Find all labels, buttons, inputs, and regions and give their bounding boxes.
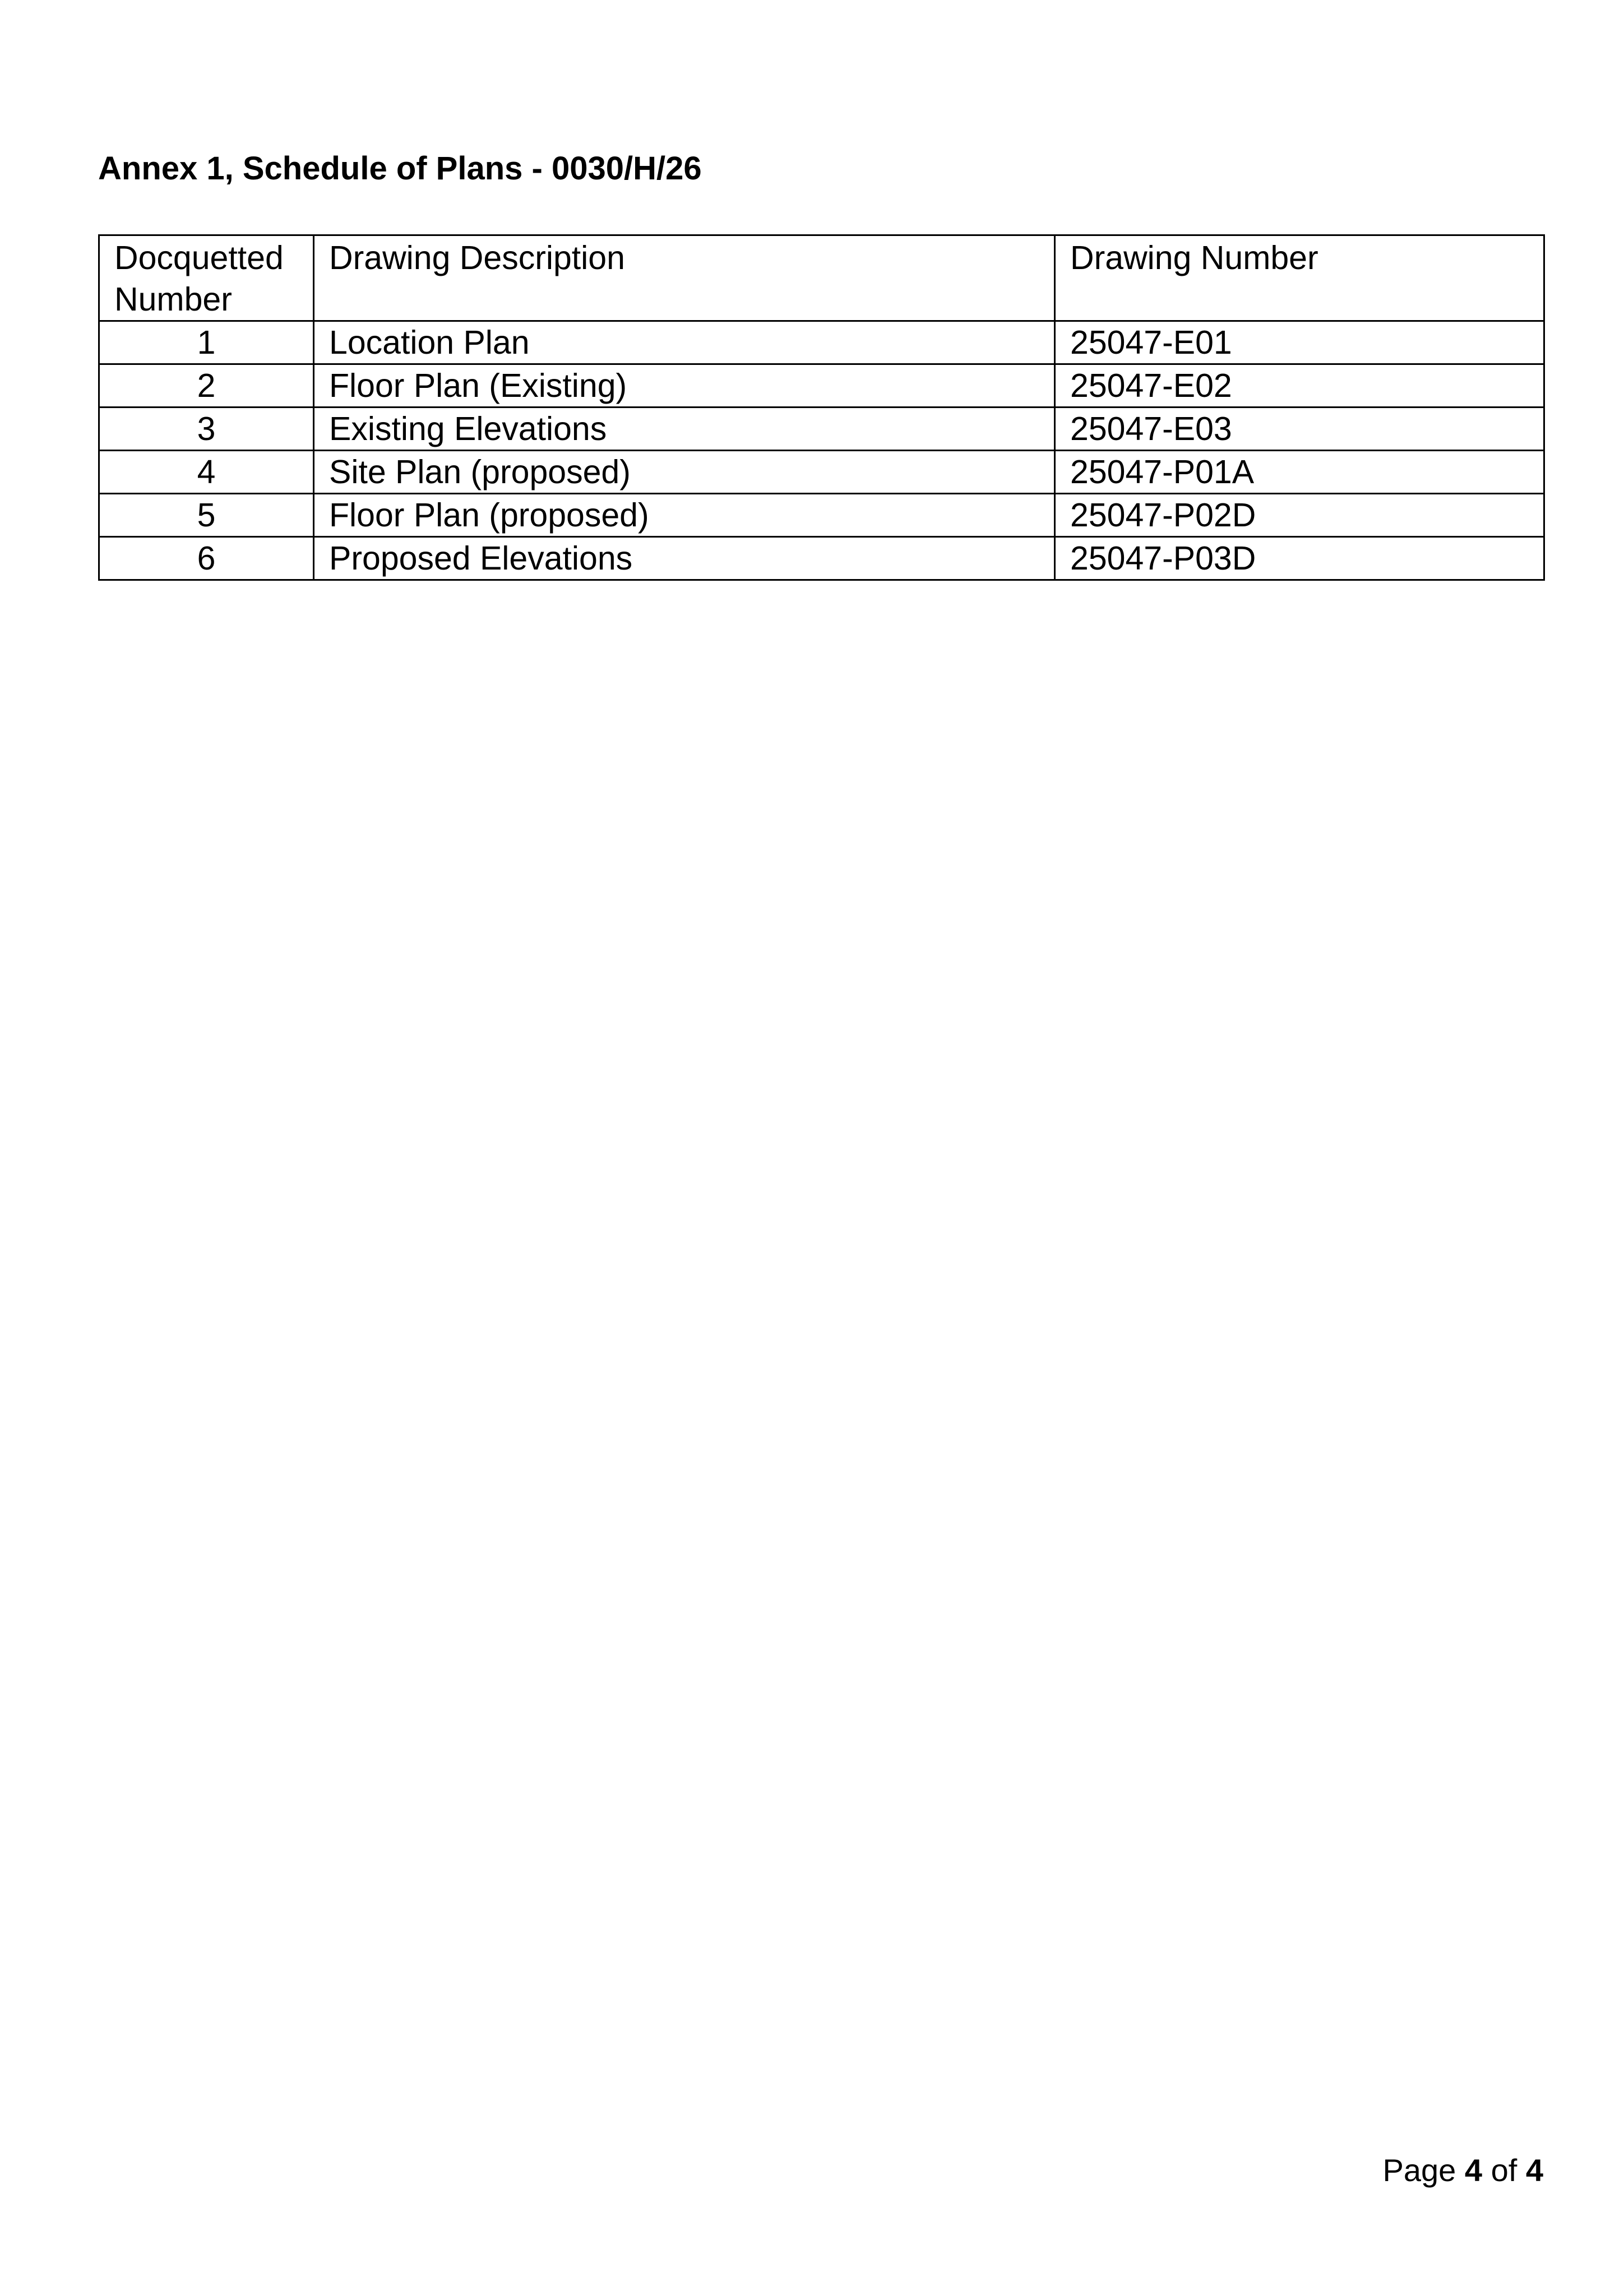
page-number-footer: [1382, 2152, 1544, 2188]
row-description-cell: Site Plan (proposed): [314, 451, 1055, 494]
row-description-cell: Floor Plan (Existing): [314, 364, 1055, 408]
row-drawing-number-cell: 25047-P03D: [1055, 537, 1544, 580]
current-page-number: 4: [1464, 2152, 1483, 2188]
row-drawing-number-cell: 25047-E03: [1055, 408, 1544, 451]
row-number-cell: 1: [99, 321, 314, 364]
row-drawing-number-cell: 25047-P01A: [1055, 451, 1544, 494]
row-description-cell: Location Plan: [314, 321, 1055, 364]
row-number-cell: 5: [99, 494, 314, 537]
table-row: [99, 537, 1544, 580]
row-description-cell: Floor Plan (proposed): [314, 494, 1055, 537]
schedule-of-plans-table: [98, 234, 1545, 581]
row-description-cell: Existing Elevations: [314, 408, 1055, 451]
header-docquetted-number: Docquetted Number: [99, 235, 314, 321]
row-drawing-number-cell: 25047-E02: [1055, 364, 1544, 408]
row-drawing-number-cell: 25047-E01: [1055, 321, 1544, 364]
table-row: [99, 321, 1544, 364]
table-row: [99, 451, 1544, 494]
row-number-cell: 6: [99, 537, 314, 580]
row-description-cell: Proposed Elevations: [314, 537, 1055, 580]
total-page-count: 4: [1525, 2152, 1543, 2188]
header-drawing-number: Drawing Number: [1055, 235, 1544, 321]
page-title: Annex 1, Schedule of Plans - 0030/H/26: [98, 150, 702, 187]
row-number-cell: 2: [99, 364, 314, 408]
row-drawing-number-cell: 25047-P02D: [1055, 494, 1544, 537]
table-row: [99, 408, 1544, 451]
of-word: of: [1491, 2152, 1517, 2188]
table-row: [99, 364, 1544, 408]
table-header-row: [99, 235, 1544, 321]
header-drawing-description: Drawing Description: [314, 235, 1055, 321]
page-word: Page: [1382, 2152, 1456, 2188]
row-number-cell: 3: [99, 408, 314, 451]
table-row: [99, 494, 1544, 537]
row-number-cell: 4: [99, 451, 314, 494]
